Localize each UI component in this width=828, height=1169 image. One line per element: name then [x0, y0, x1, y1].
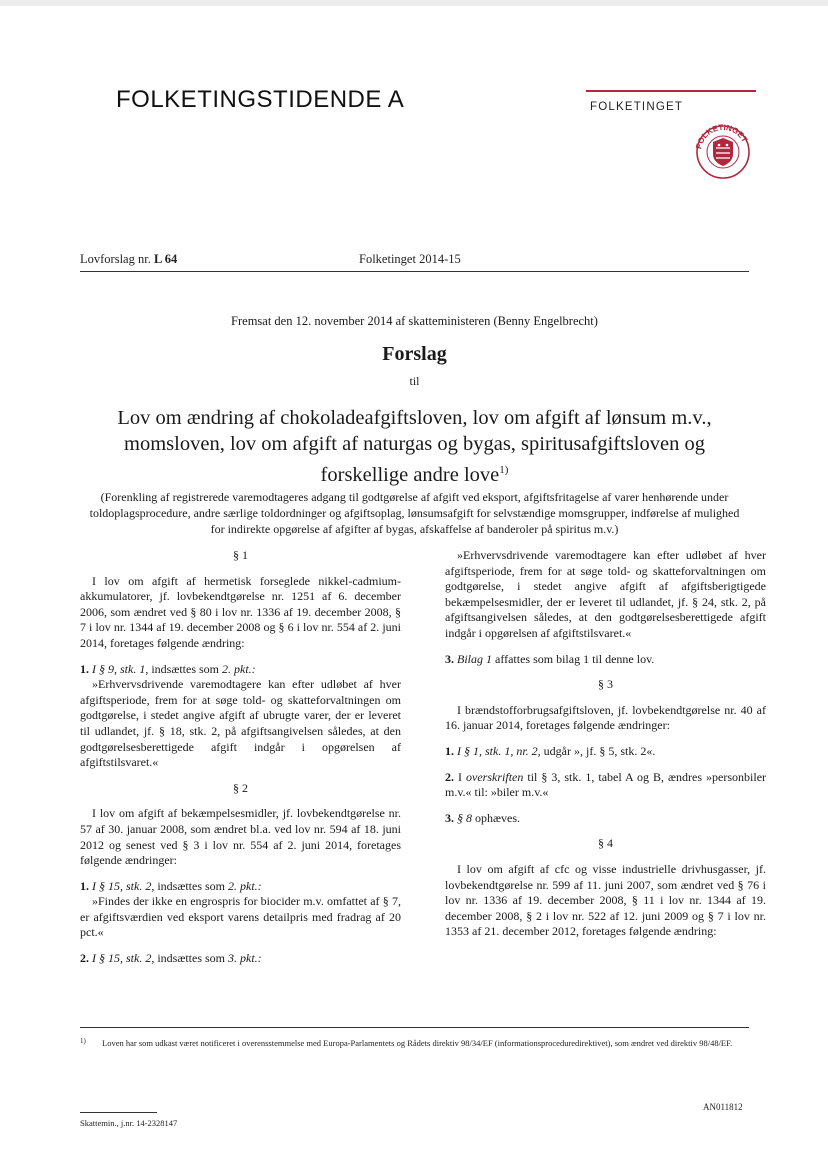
document-code: AN011812: [703, 1102, 743, 1112]
footnote-text: Loven har som udkast været notificeret i overensstemmelse med Europa-Parlamentets og Rådets direktiv 98/34/EF (informationsproceduredirektivet), som ændret ved direktiv 98/48/EF.: [102, 1038, 733, 1048]
amendment-item: [445, 652, 766, 668]
item-text: indsættes som: [151, 661, 220, 676]
forslag-heading: Forslag: [382, 343, 447, 365]
journal-rule: [80, 1112, 157, 1113]
section-intro: I brændstofforbrugsafgiftsloven, jf. lovbekendtgørelse nr. 40 af 16. januar 2014, foretages følgende ændringer:: [445, 702, 766, 733]
amendment-quote: »Erhvervsdrivende varemodtagere kan efter udløbet af hver afgiftsperiode, frem for at søge told- og skatteforvaltningen om godtgørelse, i stedet angive afgift af afgiftsberigtigede bekæmpelsesmidler, der er leveret til udlandet, jf. § 24, stk. 2, på afgiftsangivelsen således, at den godtgørelsesberettigede afgift indgår i opgørelsen af afgiftstilsvaret.«: [445, 548, 766, 640]
item-text: til § 3, stk. 1, tabel A og B, ændres »personbiler m.v.« til: »biler m.v.«: [445, 769, 767, 800]
item-pkt: 3. pkt.:: [228, 951, 262, 966]
session-label: Folketinget 2014-15: [359, 252, 461, 266]
fremsat-line: Fremsat den 12. november 2014 af skatteministeren (Benny Engelbrecht): [231, 314, 598, 328]
item-ref: overskriften: [466, 769, 524, 784]
footnote-mark: 1): [80, 1037, 86, 1045]
item-pkt: 2. pkt.:: [228, 878, 262, 893]
law-subtitle: (Forenkling af registrerede varemodtageres adgang til godtgørelse af afgift ved eksport, afgiftsfritagelse af varer henhørende under toldoplagsprocedure, andre særlige toldordninger og afgiftsoplag, lønsumsafgift for selvstændige momsgrupper, indførelse af mulighed for indirekte opgørelse af afgifter af bygas, afskaffelse af banderoler på spiritus m.v.): [89, 490, 740, 536]
amendment-item: [80, 662, 401, 678]
amendment-item: [445, 744, 766, 760]
right-column: [445, 548, 766, 940]
item-text: ophæves.: [475, 810, 520, 825]
section-heading: § 4: [598, 836, 613, 851]
amendment-item: [80, 879, 401, 895]
law-title: [96, 405, 733, 488]
law-title-footnote-mark: 1): [499, 464, 509, 476]
item-ref: I § 15, stk. 2,: [92, 951, 155, 966]
item-text: indsættes som: [157, 878, 226, 893]
item-text: udgår », jf. § 5, stk. 2«.: [543, 743, 656, 758]
section-intro: I lov om afgift af bekæmpelsesmidler, jf. lovbekendtgørelse nr. 57 af 30. januar 2008, som ændret bl.a. ved lov nr. 594 af 18. juni 2012 og senest ved § 3 i lov nr. 554 af 2. juni 2014, foretages følgende ændringer:: [80, 806, 401, 868]
item-number: 3.: [445, 810, 454, 825]
amendment-item: [445, 770, 766, 801]
section-heading: § 1: [233, 548, 248, 562]
publication-title: FOLKETINGSTIDENDE A: [116, 86, 405, 113]
item-text: affattes som bilag 1 til denne lov.: [495, 651, 655, 666]
section-heading: § 2: [233, 780, 248, 795]
item-number: 3.: [445, 651, 454, 666]
svg-text:FOLKETINGET: FOLKETINGET: [694, 122, 750, 150]
item-ref: I § 15, stk. 2,: [92, 878, 155, 893]
item-ref: Bilag 1: [457, 651, 492, 666]
item-text: indsættes som: [157, 951, 226, 966]
amendment-quote: »Findes der ikke en engrospris for biocider m.v. omfattet af § 7, er afgiftsværdien ved eksport varens detailpris med fradrag af 20 pct.«: [80, 894, 401, 940]
item-number: 2.: [445, 769, 454, 784]
item-ref: I § 9, stk. 1,: [92, 661, 149, 676]
footnote-rule: [80, 1027, 749, 1028]
institution-name: FOLKETINGET: [590, 101, 684, 113]
amendment-item: [80, 951, 401, 967]
item-number: 1.: [80, 661, 89, 676]
brand-rule: [586, 90, 756, 92]
item-ref: I § 1, stk. 1, nr. 2,: [457, 743, 541, 758]
journal-number: Skattemin., j.nr. 14-2328147: [80, 1118, 178, 1128]
footnote: [80, 1037, 749, 1049]
folketinget-seal-logo: [692, 121, 754, 179]
left-column: [80, 548, 401, 967]
item-ref: § 8: [457, 810, 472, 825]
item-text: I: [458, 769, 463, 784]
section-heading: § 3: [598, 677, 613, 692]
item-number: 1.: [445, 743, 454, 758]
law-title-text: Lov om ændring af chokoladeafgiftsloven, lov om afgift af lønsum m.v., momsloven, lov om afgift af naturgas og bygas, spiritusafgiftsloven og forskellige andre love: [117, 407, 712, 486]
bill-id: L 64: [153, 252, 178, 266]
header-rule: [80, 271, 749, 272]
til-label: til: [409, 374, 420, 388]
amendment-quote: »Erhvervsdrivende varemodtagere kan efter udløbet af hver afgiftsperiode, frem for at søge told- og skatteforvaltningen om godtgørelse, i stedet angive afgift af ubrugte varer, der er leveret til udlandet, jf. § 18, stk. 2, på afgiftsangivelsen således, at den godtgørelsesberettigede afgift indgår i opgørelsen af afgiftstilsvaret.«: [80, 677, 401, 770]
section-intro: I lov om afgift af hermetisk forseglede nikkel-cadmium-akkumulatorer, jf. lovbekendtgørelse nr. 1251 af 6. december 2006, som ændret ved § 80 i lov nr. 1336 af 19. december 2008, § 7 i lov nr. 1344 af 19. december 2008 og § 6 i lov nr. 554 af 2. juni 2014, foretages følgende ændring:: [80, 573, 401, 650]
item-number: 1.: [80, 878, 89, 893]
item-pkt: 2. pkt.:: [222, 661, 256, 676]
amendment-item: [445, 811, 766, 827]
bill-label: Lovforslag nr.: [80, 252, 151, 266]
bill-number: [80, 252, 177, 267]
top-strip: [0, 0, 828, 6]
item-number: 2.: [80, 951, 89, 966]
section-intro: I lov om afgift af cfc og visse industrielle drivhusgasser, jf. lovbekendtgørelse nr. 599 af 11. juni 2007, som ændret ved § 76 i lov nr. 1336 af 19. december 2008, § 11 i lov nr. 1344 af 19. december 2008, § 2 i lov nr. 522 af 12. juni 2009 og § 7 i lov nr. 1353 af 21. december 2012, foretages følgende ændring:: [445, 861, 766, 939]
